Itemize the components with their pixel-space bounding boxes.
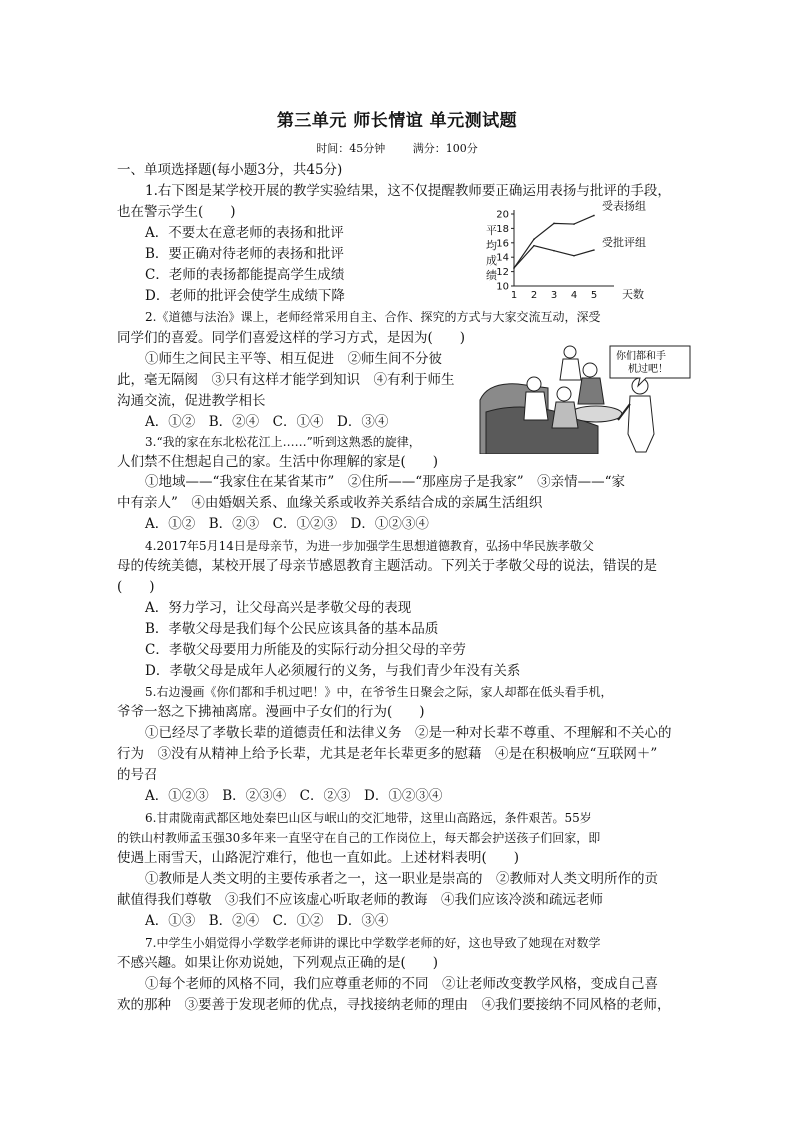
question-3-stem-cont: 人们禁不住想起自己的家。生活中你理解的家是( ) (117, 454, 439, 470)
question-7-choices-1: ①每个老师的风格不同，我们应尊重老师的不同 ②让老师改变教学风格，变成自己喜 (145, 976, 658, 992)
question-4-option-c: C．孝敬父母要用力所能及的实际行动分担父母的辛劳 (145, 642, 466, 658)
question-6-stem: 6.甘肃陇南武都区地处秦巴山区与岷山的交汇地带，这里山高路远，条件艰苦。55岁 (145, 811, 592, 825)
question-6-stem-cont: 的铁山村教师孟玉强30多年来一直坚守在自己的工作岗位上，每天都会护送孩子们回家，即 (117, 831, 601, 845)
x-tick-label: 1 (510, 290, 518, 301)
question-2-choices-3: 沟通交流，促进教学相长 (117, 393, 266, 409)
section-heading: 一、单项选择题(每小题3分，共45分) (117, 162, 343, 178)
person-body-3 (578, 378, 604, 404)
bubble-text-1: 你们都和手 (616, 351, 666, 362)
question-7-choices-2: 欢的那种 ③要善于发现老师的优点，寻找接纳老师的理由 ④我们要接纳不同风格的老师， (117, 997, 671, 1013)
series-point (573, 255, 575, 257)
series-point (553, 223, 555, 225)
person-body-1 (524, 392, 548, 420)
person-head-1 (527, 377, 541, 391)
tea-table-shape (570, 406, 622, 422)
series-point (573, 223, 575, 225)
question-4-stem-cont: 母的传统美德，某校开展了母亲节感恩教育主题活动。下列关于孝敬父母的说法，错误的是 (117, 558, 657, 574)
y-axis-label-char: 均 (486, 239, 497, 252)
question-3-stem: 3.“我的家在东北松花江上……”听到这熟悉的旋律， (145, 435, 421, 449)
x-tick-label: 4 (570, 290, 578, 301)
question-3-choices-1: ①地域——“我家住在某省某市” ②住所——“那座房子是我家” ③亲情——“家 (145, 474, 626, 490)
person-head-4 (564, 346, 576, 358)
question-6-stem-end: 使遇上雨雪天，山路泥泞难行，他也一直如此。上述材料表明( ) (117, 850, 520, 866)
person-body-4 (560, 359, 581, 380)
question-6-choices-1: ①教师是人类文明的主要传承者之一，这一职业是崇高的 ②教师对人类文明所作的贡 (145, 871, 658, 887)
question-5-choices-2: 行为 ③没有从精神上给予长辈，尤其是老年长辈更多的慰藉 ④是在积极响应“互联网＋” (117, 746, 658, 762)
question-3-choices-2: 中有亲人” ④由婚姻关系、血缘关系或收养关系结合成的亲属生活组织 (117, 495, 543, 511)
series-point (533, 238, 535, 240)
y-tick-label: 16 (496, 238, 509, 250)
page-title: 第三单元 师长情谊 单元测试题 (276, 111, 518, 131)
question-2-choices-2: 此，毫无隔阂 ③只有这样才能学到知识 ④有利于师生 (117, 372, 455, 388)
person-head-3 (583, 363, 597, 377)
y-tick-label: 20 (496, 209, 509, 221)
question-5-stem: 5.右边漫画《你们都和手机过吧！》中，在爷爷生日聚会之际，家人却都在低头看手机， (145, 685, 613, 699)
question-5-choices-3: 的号召 (117, 767, 158, 783)
question-4-option-d: D．孝敬父母是成年人必须履行的义务，与我们青少年没有关系 (145, 663, 521, 679)
series-point (513, 267, 515, 269)
series-label-2: 受批评组 (602, 236, 646, 249)
x-axis-label: 天数 (622, 288, 644, 301)
family-phone-cartoon (478, 342, 693, 454)
exam-time: 时间：45分钟 (316, 142, 386, 155)
question-2-options: A．①② B．②④ C．①④ D．③④ (145, 414, 389, 430)
person-head-2 (557, 387, 571, 401)
x-tick-label: 5 (590, 290, 598, 301)
y-tick-label: 10 (496, 281, 509, 293)
question-1-option-b: B．要正确对待老师的表扬和批评 (145, 246, 344, 262)
y-tick-label: 18 (496, 223, 509, 235)
question-3-options: A．①② B．②③ C．①②③ D．①②③④ (145, 516, 429, 532)
grandpa-body (628, 396, 654, 452)
y-axis-label-char: 成 (486, 254, 497, 267)
question-6-options: A．①③ B．②④ C．①② D．③④ (145, 913, 389, 929)
series-point (593, 249, 595, 251)
series-label-1: 受表扬组 (602, 200, 646, 213)
exam-meta (0, 140, 794, 156)
question-1-option-c: C．老师的表扬都能提高学生成绩 (145, 267, 345, 283)
question-7-stem: 7.中学生小娟觉得小学数学老师讲的课比中学数学老师的好，这也导致了她现在对数学 (145, 936, 601, 950)
question-2-stem: 2.《道德与法治》课上，老师经常采用自主、合作、探究的方式与大家交流互动，深受 (145, 310, 601, 324)
series-line-2 (514, 246, 594, 268)
y-axis-label-char: 绩 (486, 269, 497, 282)
question-1-stem-cont: 也在警示学生( ) (117, 204, 236, 220)
y-tick-label: 14 (496, 252, 509, 264)
question-5-choices-1: ①已经尽了孝敬长辈的道德责任和法律义务 ②是一种对长辈不尊重、不理解和不关心的 (145, 725, 672, 741)
x-tick-label: 2 (530, 290, 538, 301)
bubble-text-2: 机过吧！ (628, 364, 668, 375)
series-point (553, 250, 555, 252)
question-5-stem-cont: 爷爷一怒之下拂袖离席。漫画中子女们的行为( ) (117, 704, 425, 720)
question-2-stem-cont: 同学们的喜爱。同学们喜爱这样的学习方式，是因为( ) (117, 330, 466, 346)
series-point (533, 245, 535, 247)
exam-score: 满分：100分 (412, 142, 478, 155)
y-tick-label: 12 (496, 267, 509, 279)
question-2-choices-1: ①师生之间民主平等、相互促进 ②师生间不分彼 (145, 351, 442, 367)
person-body-2 (552, 402, 578, 428)
score-line-chart (482, 200, 692, 310)
x-tick-label: 3 (550, 290, 558, 301)
question-5-options: A．①②③ B．②③④ C．②③ D．①②③④ (145, 788, 443, 804)
question-4-option-b: B．孝敬父母是我们每个公民应该具备的基本品质 (145, 621, 439, 637)
question-7-stem-cont: 不感兴趣。如果让你劝说她，下列观点正确的是( ) (117, 955, 439, 971)
question-4-option-a: A．努力学习，让父母高兴是孝敬父母的表现 (145, 600, 412, 616)
question-4-blank: ( ) (117, 579, 155, 595)
question-4-stem: 4.2017年5月14日是母亲节，为进一步加强学生思想道德教育，弘扬中华民族孝敬父 (145, 539, 594, 553)
question-1-option-d: D．老师的批评会使学生成绩下降 (145, 288, 345, 304)
y-axis-label-char: 平 (486, 224, 497, 237)
question-1-option-a: A．不要太在意老师的表扬和批评 (145, 225, 344, 241)
question-6-choices-2: 献值得我们尊敬 ③我们不应该虚心听取老师的教诲 ④我们应该冷淡和疏远老师 (117, 892, 603, 908)
series-point (593, 215, 595, 217)
question-1-stem: 1.右下图是某学校开展的教学实验结果，这不仅提醒教师要正确运用表扬与批评的手段， (145, 183, 671, 199)
